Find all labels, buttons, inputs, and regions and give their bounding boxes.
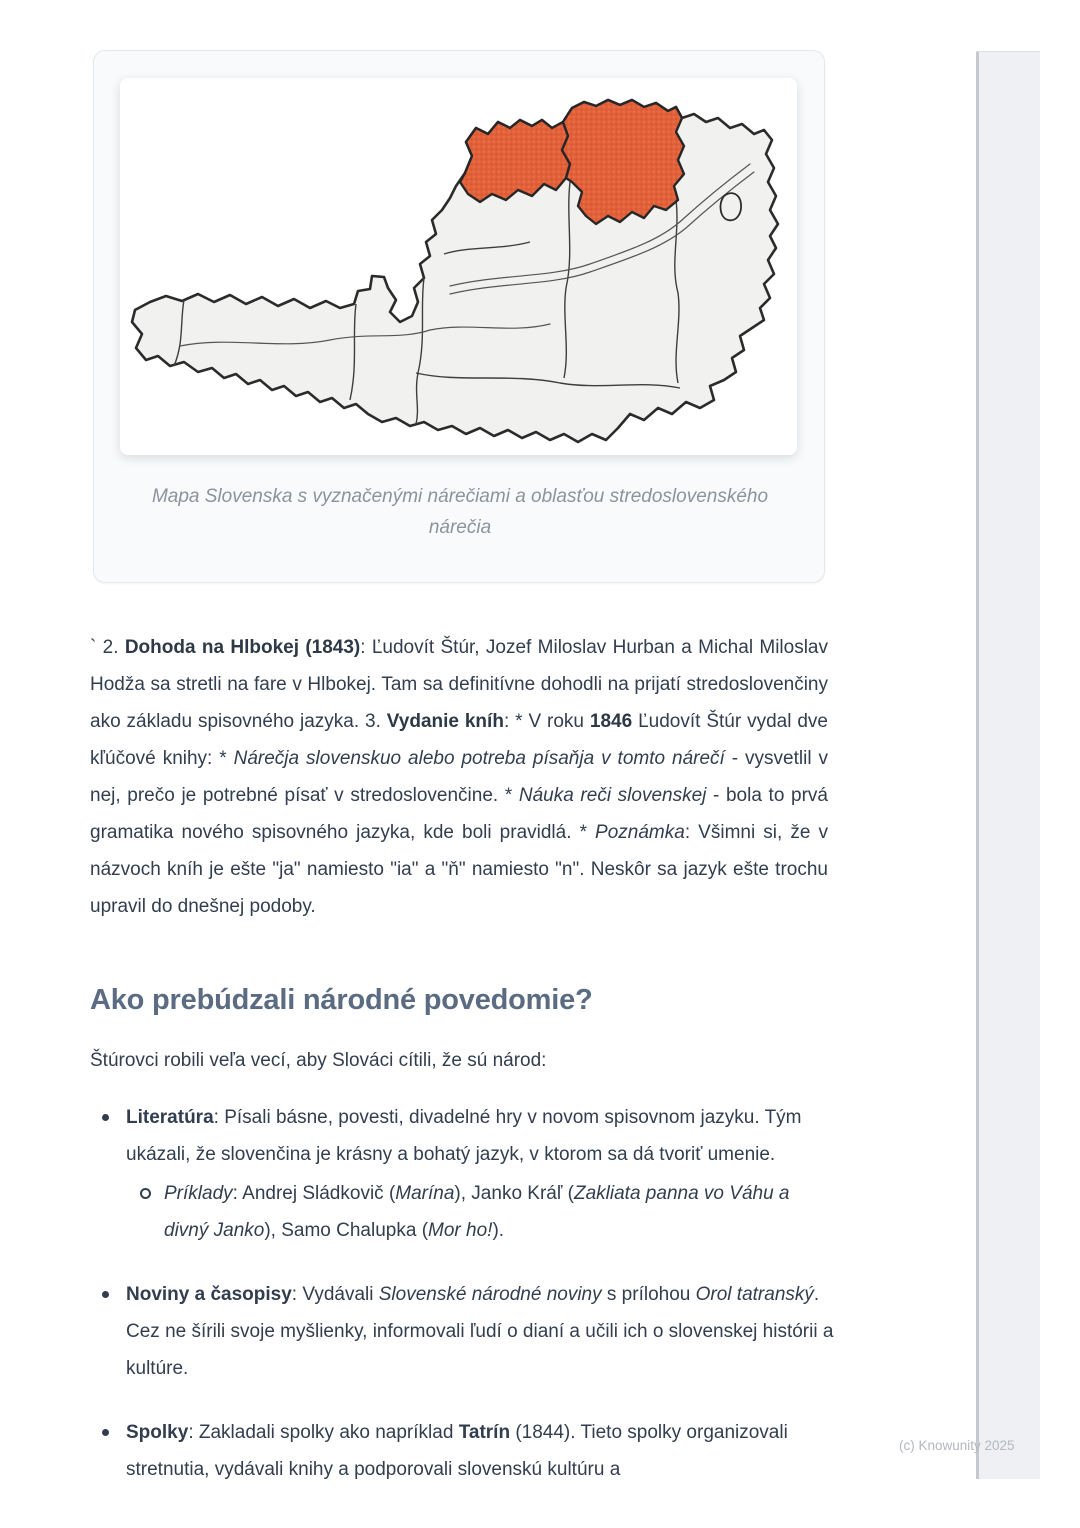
- text-run: : Zakladali spolky ako napríklad: [188, 1422, 459, 1443]
- section-intro: Štúrovci robili veľa vecí, aby Slováci cítili, že sú národ:: [90, 1050, 547, 1071]
- paragraph-codification: [90, 629, 828, 925]
- map-caption: Mapa Slovenska s vyznačenými nárečiami a oblasťou stredoslovenského nárečia: [151, 486, 769, 538]
- text-run: - bola to prvá gramatika nového spisovného jazyka, kde boli pravidlá. *: [90, 785, 828, 843]
- watermark: (c) Knowunity 2025: [899, 1438, 1015, 1453]
- text-run: : Vydávali: [291, 1284, 379, 1305]
- text-run: . Cez ne šírili svoje myšlienky, informovali ľudí o dianí a učili ich o slovenskej histórii a kultúre.: [126, 1284, 834, 1379]
- text-run-italic: Náuka reči slovenskej: [518, 785, 707, 806]
- text-run: : Všimni si, že v názvoch kníh je ešte "ja" namiesto "ia" a "ň" namiesto "n". Neskôr sa jazyk ešte trochu upravil do dnešnej podoby.: [90, 822, 828, 917]
- text-run-italic: Mor ho!: [428, 1220, 493, 1241]
- text-run-italic: Slovenské národné noviny: [378, 1284, 602, 1305]
- text-run-bold: Tatrín: [458, 1422, 511, 1443]
- text-run-bold: 1846: [589, 711, 633, 732]
- text-run: Ľudovít Štúr vydal dve kľúčové knihy: *: [90, 711, 829, 769]
- map-image: [120, 78, 797, 455]
- text-run: ), Samo Chalupka (: [264, 1220, 429, 1241]
- text-run-italic: Nárečja slovenskuo alebo potreba písaňja v tomto nárečí: [233, 748, 725, 769]
- text-run-bold: Spolky: [126, 1422, 189, 1443]
- text-run-italic: Orol tatranský: [695, 1284, 814, 1305]
- list-item-spolky: [90, 1414, 836, 1488]
- text-run: - vysvetlil v nej, prečo je potrebné písať v stredoslovenčine. *: [90, 748, 828, 806]
- text-run: ` 2.: [90, 637, 125, 658]
- bullet-list: [90, 1099, 836, 1515]
- text-run: : * V roku: [503, 711, 590, 732]
- text-run-italic: Zakliata panna vo Váhu a divný Janko: [164, 1183, 790, 1241]
- text-run: ), Janko Kráľ (: [454, 1183, 574, 1204]
- text-run: (1844). Tieto spolky organizovali stretnutia, vydávali knihy a podporovali slovenskú kultúru a: [126, 1422, 788, 1480]
- text-run-italic: Príklady: [164, 1183, 233, 1204]
- sub-list: [126, 1175, 836, 1249]
- section-heading: Ako prebúdzali národné povedomie?: [90, 984, 593, 1016]
- text-run-bold: Noviny a časopisy: [126, 1284, 292, 1305]
- text-run: s prílohou: [601, 1284, 696, 1305]
- text-run: ).: [492, 1220, 505, 1241]
- lake-shape: [721, 193, 742, 220]
- text-run-bold: Vydanie kníh: [386, 711, 504, 732]
- text-run: : Písali básne, povesti, divadelné hry v novom spisovnom jazyku. Tým ukázali, že slovenčina je krásny a bohatý jazyk, v ktorom sa dá tvoriť umenie.: [126, 1107, 802, 1165]
- list-item-noviny: [90, 1276, 836, 1387]
- text-run-italic: Poznámka: [595, 822, 685, 843]
- austria-dialect-map: [120, 78, 797, 455]
- scrollbar-track[interactable]: [976, 51, 1040, 1479]
- text-run: : Andrej Sládkovič (: [232, 1183, 396, 1204]
- list-item-literatura: [90, 1099, 836, 1249]
- text-run-bold: Dohoda na Hlbokej (1843): [124, 637, 361, 658]
- map-figure-card: [93, 50, 825, 583]
- text-run-bold: Literatúra: [126, 1107, 214, 1128]
- list-item-priklady: [126, 1175, 836, 1249]
- text-run-italic: Marína: [395, 1183, 455, 1204]
- text-run: : Ľudovít Štúr, Jozef Miloslav Hurban a Michal Miloslav Hodža sa stretli na fare v Hlbokej. Tam sa definitívne dohodli na prijatí stredoslovenčiny ako základu spisovného jazyka. 3.: [90, 637, 828, 732]
